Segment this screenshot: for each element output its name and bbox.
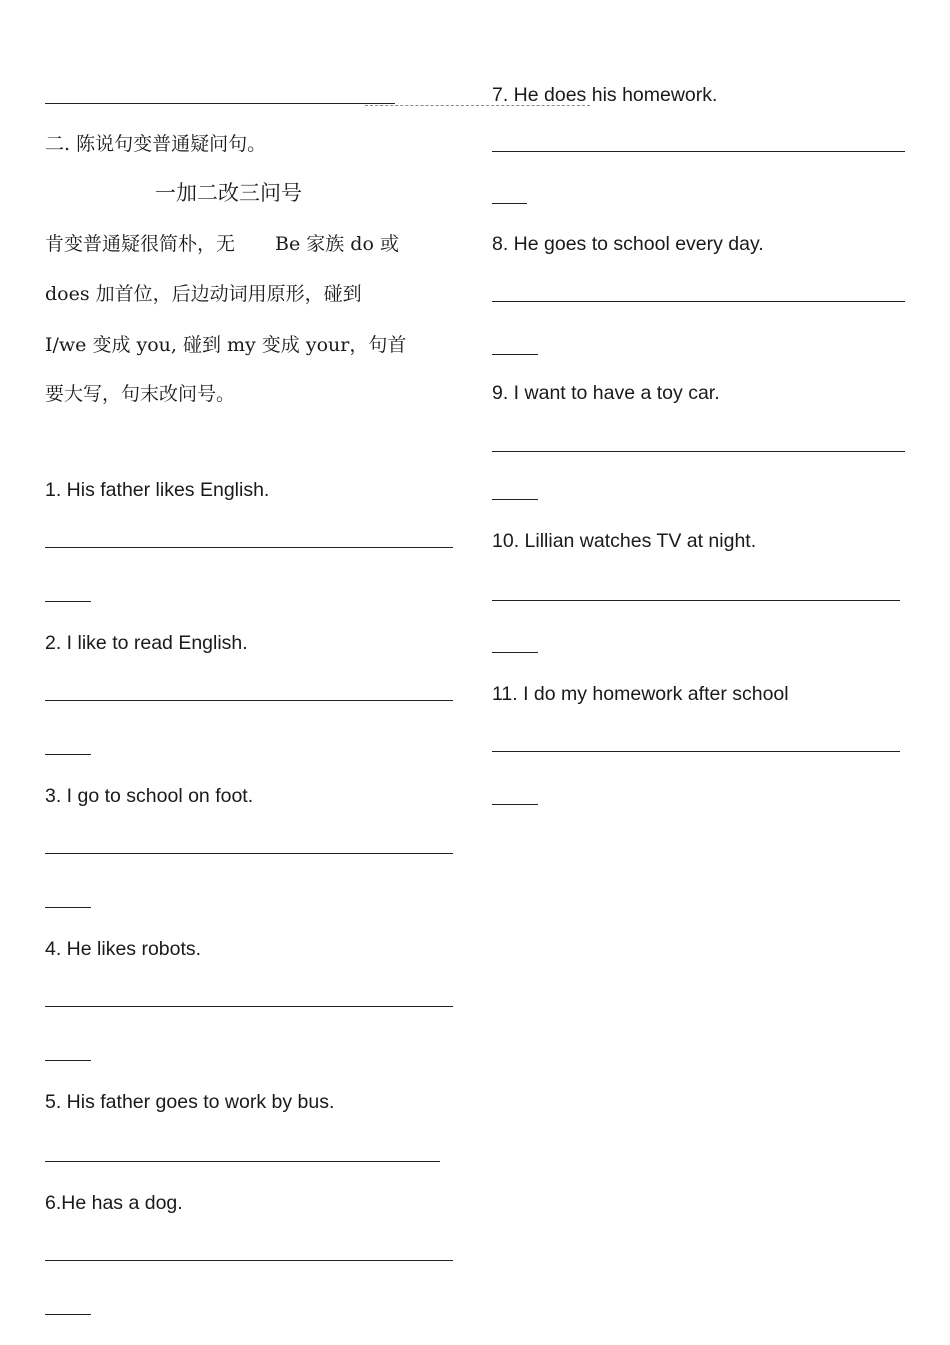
rule-line-4: 要大写，句末改问号。 <box>45 383 236 405</box>
answer-line-4[interactable] <box>45 1006 453 1007</box>
question-8: 8. He goes to school every day. <box>492 233 764 255</box>
answer-line-6[interactable] <box>45 1260 453 1261</box>
question-9: 9. I want to have a toy car. <box>492 382 720 404</box>
question-10: 10. Lillian watches TV at night. <box>492 530 757 552</box>
question-3: 3. I go to school on foot. <box>45 785 254 807</box>
rule-line-1-a: 肯变普通疑很简朴，无 <box>45 233 236 255</box>
answer-line-3-cont[interactable] <box>45 907 91 908</box>
answer-line-6-cont[interactable] <box>45 1314 91 1315</box>
rule-line-1-b: Be 家族 do 或 <box>275 233 399 255</box>
rule-line-3: I/we 变成 you, 碰到 my 变成 your，句首 <box>45 334 407 356</box>
question-11: 11. I do my homework after school <box>492 683 789 705</box>
answer-line-11-cont[interactable] <box>492 804 538 805</box>
section-title: 二. 陈说句变普通疑问句。 <box>45 133 267 155</box>
question-7: 7. He does his homework. <box>492 84 718 106</box>
question-5: 5. His father goes to work by bus. <box>45 1091 335 1113</box>
answer-line-top[interactable] <box>45 103 395 104</box>
question-1: 1. His father likes English. <box>45 479 270 501</box>
answer-line-9[interactable] <box>492 451 905 452</box>
question-6: 6.He has a dog. <box>45 1192 183 1214</box>
answer-line-3[interactable] <box>45 853 453 854</box>
answer-line-8[interactable] <box>492 301 905 302</box>
question-2: 2. I like to read English. <box>45 632 248 654</box>
answer-line-2[interactable] <box>45 700 453 701</box>
answer-line-9-cont[interactable] <box>492 499 538 500</box>
answer-line-7-cont[interactable] <box>492 203 527 204</box>
answer-line-8-cont[interactable] <box>492 354 538 355</box>
answer-line-5[interactable] <box>45 1161 440 1162</box>
answer-line-2-cont[interactable] <box>45 754 91 755</box>
mnemonic: 一加二改三问号 <box>155 181 302 205</box>
answer-line-10[interactable] <box>492 600 900 601</box>
answer-line-4-cont[interactable] <box>45 1060 91 1061</box>
answer-line-1[interactable] <box>45 547 453 548</box>
answer-line-10-cont[interactable] <box>492 652 538 653</box>
answer-line-11[interactable] <box>492 751 900 752</box>
rule-line-2: does 加首位，后边动词用原形，碰到 <box>45 283 362 305</box>
question-4: 4. He likes robots. <box>45 938 202 960</box>
answer-line-7[interactable] <box>492 151 905 152</box>
rule-line-1 <box>45 232 399 256</box>
answer-line-1-cont[interactable] <box>45 601 91 602</box>
